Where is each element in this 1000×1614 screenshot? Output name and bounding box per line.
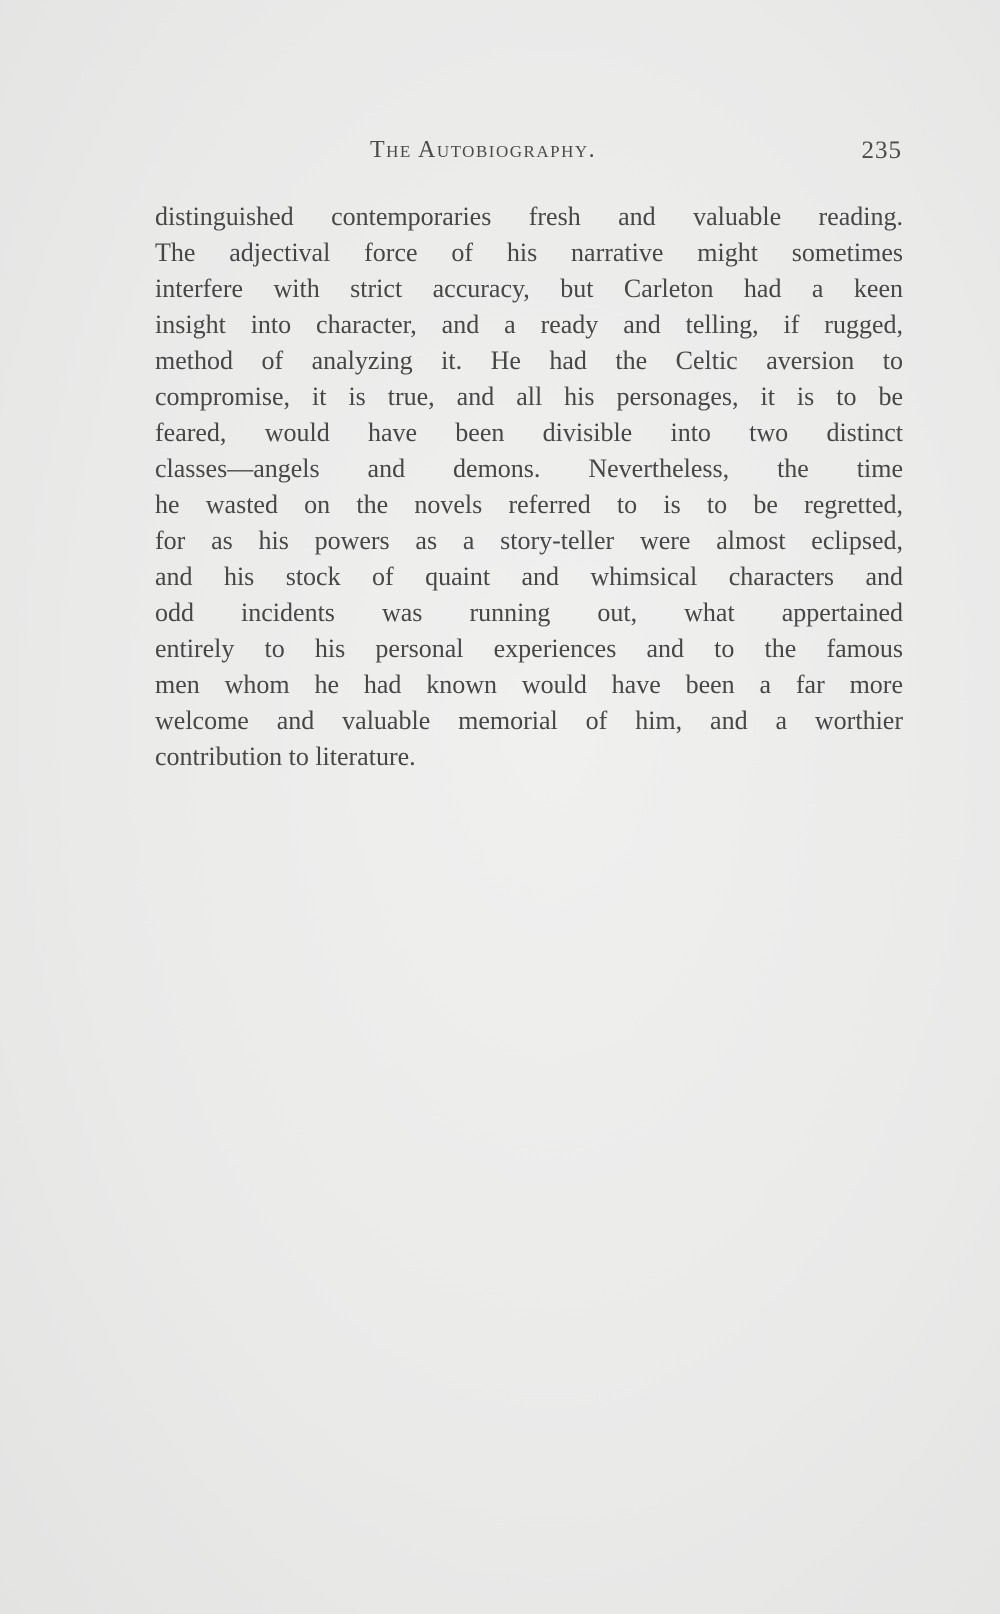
running-head [160,137,902,173]
text-line: interfere with strict accuracy, but Carleton had a keen [155,274,903,303]
text-line: feared, would have been divisible into two distinct [155,418,903,447]
text-line: classes—angels and demons. Nevertheless, the time [155,454,903,483]
running-title: The Autobiography. [370,137,597,163]
text-line: for as his powers as a story-teller were almost eclipsed, [155,526,903,555]
text-line-last: contribution to literature. [155,742,416,771]
text-line: welcome and valuable memorial of him, and a worthier [155,706,903,735]
text-line: he wasted on the novels referred to is to be regretted, [155,490,903,519]
text-line: method of analyzing it. He had the Celtic aversion to [155,346,903,375]
body-paragraph [155,199,903,775]
text-line: compromise, it is true, and all his personages, it is to be [155,382,903,411]
text-line: insight into character, and a ready and telling, if rugged, [155,310,903,339]
text-line: odd incidents was running out, what appertained [155,598,903,627]
page-number: 235 [861,137,902,164]
text-line: distinguished contemporaries fresh and valuable reading. [155,202,903,231]
text-line: The adjectival force of his narrative might sometimes [155,238,903,267]
text-line: and his stock of quaint and whimsical characters and [155,562,903,591]
text-line: entirely to his personal experiences and to the famous [155,634,903,663]
text-line: men whom he had known would have been a far more [155,670,903,699]
